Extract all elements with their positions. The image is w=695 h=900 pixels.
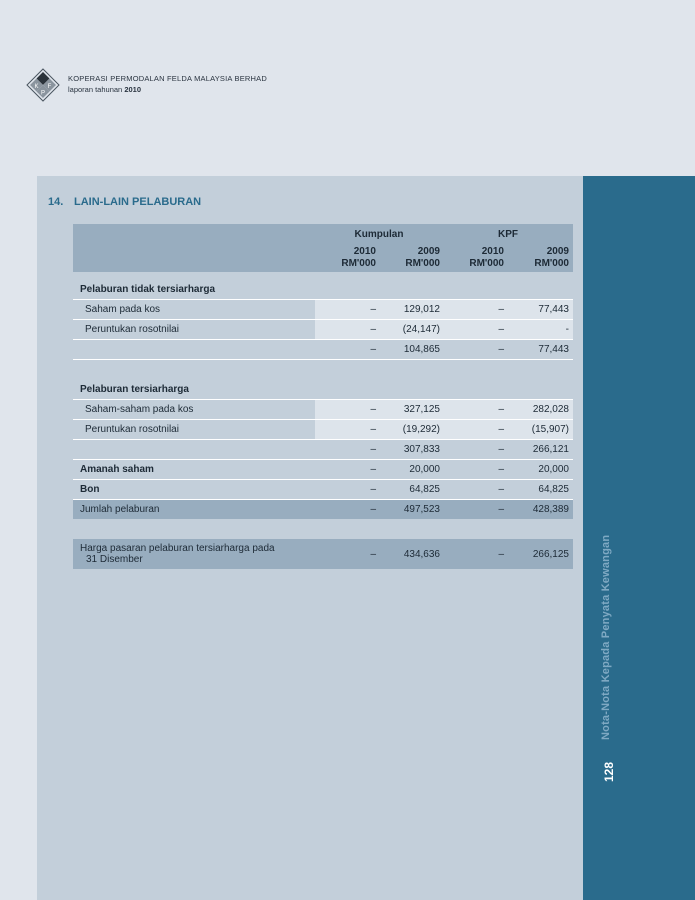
column-header <box>534 244 569 272</box>
table-row <box>73 299 573 319</box>
unquoted-heading <box>73 280 573 299</box>
value-cell: 104,865 <box>403 344 440 355</box>
value-cell: 266,121 <box>532 444 569 455</box>
group-header-row <box>73 224 573 244</box>
value-cell: 64,825 <box>409 484 440 495</box>
report-year: 2010 <box>124 85 141 94</box>
market-value-row <box>73 539 573 569</box>
value-cell: 129,012 <box>403 304 440 315</box>
report-prefix: laporan tahunan <box>68 85 123 94</box>
market-label-line1: Harga pasaran pelaburan tersiarharga pada <box>80 543 275 554</box>
bonds-row <box>73 479 573 499</box>
value-cell: 428,389 <box>532 504 569 515</box>
row-label: Peruntukan rosotnilai <box>85 324 179 335</box>
unquoted-subtotal-row <box>73 339 573 360</box>
header-text: RM'000 <box>469 258 504 269</box>
header-text: RM'000 <box>341 258 376 269</box>
value-cell: – <box>498 304 504 315</box>
quoted-heading <box>73 380 573 399</box>
row-label <box>80 539 275 569</box>
row-label: Saham pada kos <box>85 304 161 315</box>
page-number: 128 <box>602 761 616 782</box>
value-cell: 64,825 <box>538 484 569 495</box>
header-text: 2009 <box>417 246 440 257</box>
value-cell: (24,147) <box>402 324 440 335</box>
total-row <box>73 499 573 519</box>
header-text: RM'000 <box>534 258 569 269</box>
value-cell: 282,028 <box>532 404 569 415</box>
row-label: Saham-saham pada kos <box>85 404 194 415</box>
value-cell: – <box>370 464 376 475</box>
value-cell: – <box>498 344 504 355</box>
value-cell: – <box>498 444 504 455</box>
column-header <box>469 244 504 272</box>
section-heading <box>48 196 201 208</box>
value-cell: – <box>370 404 376 415</box>
table-row <box>73 399 573 419</box>
section-title: LAIN-LAIN PELABURAN <box>74 196 202 208</box>
value-cell: – <box>370 324 376 335</box>
value-cell: – <box>370 504 376 515</box>
row-label: Peruntukan rosotnilai <box>85 424 179 435</box>
column-header-row <box>73 244 573 272</box>
section-number: 14. <box>48 196 64 208</box>
value-cell: 20,000 <box>409 464 440 475</box>
value-cell: - <box>565 324 569 335</box>
row-label: Jumlah pelaburan <box>80 504 160 515</box>
investments-table <box>73 224 573 569</box>
report-title <box>68 85 141 94</box>
column-header <box>341 244 376 272</box>
value-cell: – <box>370 304 376 315</box>
value-cell: – <box>498 548 504 560</box>
value-cell: – <box>370 548 376 560</box>
value-cell: 266,125 <box>532 548 569 560</box>
value-cell: – <box>370 484 376 495</box>
row-label: Amanah saham <box>80 464 154 475</box>
value-cell: 327,125 <box>403 404 440 415</box>
header-text: 2010 <box>481 246 504 257</box>
value-cell: 434,636 <box>403 548 440 560</box>
header-text: 2009 <box>546 246 569 257</box>
header-text: RM'000 <box>405 258 440 269</box>
column-header <box>405 244 440 272</box>
value-cell: 307,833 <box>403 444 440 455</box>
value-cell: – <box>498 404 504 415</box>
svg-text:F: F <box>47 84 52 90</box>
table-row <box>73 319 573 339</box>
value-cell: (15,907) <box>531 424 569 435</box>
row-label: Pelaburan tersiarharga <box>80 384 189 395</box>
market-label-line2: 31 Disember <box>86 554 143 565</box>
value-cell: 20,000 <box>538 464 569 475</box>
group-kpf: KPF <box>498 228 518 240</box>
value-cell: 497,523 <box>403 504 440 515</box>
quoted-subtotal-row <box>73 439 573 459</box>
row-label: Bon <box>80 484 100 495</box>
value-cell: – <box>370 424 376 435</box>
header-text: 2010 <box>353 246 376 257</box>
svg-text:K: K <box>34 84 39 90</box>
value-cell: (19,292) <box>402 424 440 435</box>
sidebar-title: Nota-Nota Kepada Penyata Kewangan <box>600 534 612 740</box>
row-label: Pelaburan tidak tersiarharga <box>80 284 216 295</box>
value-cell: – <box>370 444 376 455</box>
svg-text:P: P <box>40 90 46 97</box>
value-cell: – <box>498 324 504 335</box>
kpf-logo <box>26 68 60 102</box>
value-cell: 77,443 <box>538 344 569 355</box>
unit-trusts-row <box>73 459 573 479</box>
value-cell: – <box>498 424 504 435</box>
value-cell: – <box>498 504 504 515</box>
table-row <box>73 419 573 439</box>
organization-name: KOPERASI PERMODALAN FELDA MALAYSIA BERHAD <box>68 74 267 83</box>
value-cell: – <box>498 484 504 495</box>
value-cell: – <box>498 464 504 475</box>
value-cell: – <box>370 344 376 355</box>
group-kumpulan: Kumpulan <box>354 228 404 240</box>
value-cell: 77,443 <box>538 304 569 315</box>
